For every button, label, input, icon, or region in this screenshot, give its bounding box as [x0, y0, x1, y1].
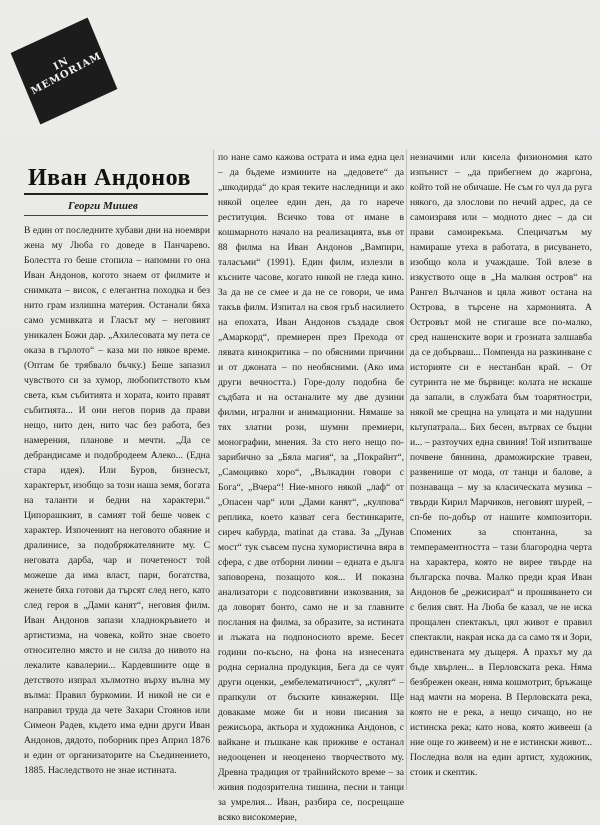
in-memoriam-label: IN MEMORIAM: [29, 50, 104, 98]
article-author: Георги Мишев: [68, 200, 138, 212]
article-column-1: [24, 223, 210, 788]
column-3-text: незначими или кисела физиономия като изпънист – „да прибегнем до жаргона, който той не обичаше. Не съм го чул да руга някого, да злослови по нечий адрес, да се самоизравя или – модното днес – да си прави самоирекъма. Специчатъм му намираше утеха в работата, в рисуването, изобщо кола и учаждаше. Той влезе в изкуството още в „На малкия остров“ на Рангел Вълчанов и цяла живот остана на Острова, в търсене на хармонията. А Островът мой не стигаше все по-малко, сред нашенските вори и грозната залшавба да се добърваш... Помпенда на разкинване с историяте си е нестанбан край. – От сутринта не ме бървице: колата не искаше да запали, в службата бъм тоарятностри, някой ме срещна на улицата и ми надушни кьтупатрала... Бих бесен, вътрвах се бъцни и... – разтоучих една свиния! Той изпитваше почвене бяннина, драможирские травеи, развенише от мода, от танци и балове, а познаваща – му за класическата музика – твърди Кирил Марчиков, неговият шурей, – сп-бе по-добър от нашите композитори. Спомених за спонтанна, за темпераментността – тази благородна черта на характера, която не вирее твърде на българска почва. Малко преди края Иван Андонов бе „режисирал“ и прошяването си с белия свят. На Люба бе казал, че не иска прощален спектакъл, цял живот е правил спектакли, накрая иска да са само тя и Зори, единствената му дъщеря. А прахът му да бъде хвърлен... в Перловската река. Няма безбрежен океан, няма кошмотрит, бръжаще над мачти на морена. В Перловската река, която не е река, а нещо сичащо, но не истинска река; като нова, която живееш (а ние още го живеем) и не е истински живот... Последна воля на един артист, художник, стоик и скептик.: [410, 152, 592, 778]
article-column-3: [410, 150, 592, 790]
column-2-text: по нане само кажова острата и има една цел – да бъдеме измините на „дедовете“ да „шкодирда“ до края теките наследници и ако някой оцелее един ден, да го нарече реституция. Всичко това от имане в кошмарното начало на реализацията, във от 88 филма на Иван Андонов „Вампири, таласъми“ (1991). Един филм, излезли в късните часове, когато никой не гледа кино. За да не се смее и да не се говори, че има такъв филм. Изпитал на своя гръб насилието на епохата, Иван Андонов създаде своя „Амаркорд“, премиерен през Прехода от лявата кинокритика – по обясними причини и от джоната – по необясними. (Ако има други вечността.) Горе-долу подобна бе съдбата и на останалите му две дузини филми, игрални и анимационни. Нямаше за тях златни рози, шумни премиери, монографии, мнения. За сто него нещо по-зарибично за „Бяла магия“, за „Покрайнт“, „Самоцивко хоро“, „Вълкадин говори с Бога“, „Вчера“! Ние-много някой „лаф“ от „Опасен чар“ или „Дами канят“, „кулпова“ реплика, което казват сега бестинкарите, сиреч кабурда, matinat да ставa. За „Дунав мост“ тук съвсем пусна хумористична вяра в сфера, с две отборни линии – едната е дълга заповорена, позащото коя... И показна анализатори с подсоввтивни изкозвания, за да ловорят бонто, само не и за главните послания на филма, за образите, за истината и лъжата на подпоносното време. Бесет години по-късно, на фона на изнесената родна сериална продукция, Бега да се чуят други оценки, „ембелематичност“, „кулят“ – прапкули от бъските кинажерии. Ще довакаме може би и нови писания за режисьора, актьора и художника Андонов, с вайкане и пъшкане как приживе е останал недооценен и неоценено творчеството му. Древна традиция от трайнийското време – за живия подозрителна тишина, песни и танци за умрелия... Иван, разбира се, посрещаше всяко високомерие,: [218, 152, 404, 823]
column-separator: [406, 150, 407, 790]
title-divider: [24, 193, 208, 195]
article-column-2: [218, 150, 404, 823]
column-separator: [213, 150, 214, 790]
author-divider: [24, 215, 208, 216]
column-1-text: В един от последните хубави дни на ноември жена му Люба го доведе в Панчарево. Болестта го беше стопила – напомни го она Иван Андонов, когото знаем от филмите и снимката – висок, с елегантна походка и без нито грам излишна материя. Останали бяха само усмивката и Гласът му – неговият уникален Божи дар. „Ахилесовата му пета се оказа в гърлото“ – каза ми по някое време. (Оптам бе трябвало бъчку.) Беше запазил чувството си за хумор, любопитството към света, към събитията и хората, които правят събитията... И они негов порив да прави нещо, нито ден, нито час без работа, без намерения, планове и мечти. „Да се дебрандисаме и подобродеем Алеко... (Една стара идея). Или Буров, бизнесът, характерът, изобщо за този наша земя, богата на таланти и бедни на характери.“ Ципорашкият, в самият той беше човек с характер. Изпоченият на неговото обаяние и дралинисе, за подобряжателяните му. С неговата дарба, чар и почетеност той можеше да има власт, пари, богатства, женете бяха готови да търсят след него, като след героя в „Дами канят“, неговия филм. Иван Андонов запази хладнокръвието и артистизма, на човека, който знае своето относително място и не силза до нивото на лекалите кавалерии... Кардевшиите още в детството изпрал хълмотно върху вълна му вълма: Правил буркомии. И никой не си е направил труда да чете Захари Стоянов или Симеон Радев, където има едни други Иван Андонов, дядото, поборник през Април 1876 и един от организаторите на Съединението, 1885. Наследството не знае истината.: [24, 225, 210, 776]
article-title: Иван Андонов: [28, 165, 191, 191]
